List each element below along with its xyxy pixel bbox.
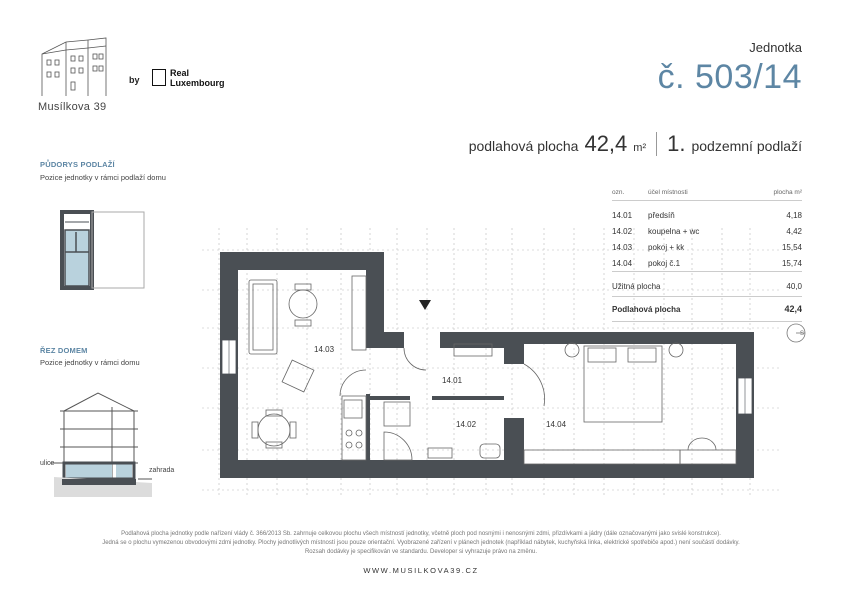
project-name: Musílkova 39 <box>38 101 107 113</box>
section-subtitle: Pozice jednotky v rámci domu <box>40 358 140 367</box>
row-purpose: předsíň <box>648 210 675 220</box>
usable-value: 40,0 <box>786 281 802 291</box>
website-link[interactable]: WWW.MUSILKOVA39.CZ <box>363 566 479 575</box>
row-code: 14.03 <box>612 242 633 252</box>
floor-plan-subtitle: Pozice jednotky v rámci podlaží domu <box>40 173 166 182</box>
legal-note <box>0 530 842 557</box>
area-unit: m² <box>633 142 647 154</box>
divider <box>656 132 657 156</box>
unit-label: Jednotka <box>749 40 802 55</box>
floor-plan <box>192 228 782 500</box>
floor-area-label: Podlahová plocha <box>612 304 681 314</box>
legal-line2: Jedná se o plochu vymezenou obvodovými zdmi jednotky. Plochy jednotlivých místností jsou pouze orientační. Vyobrazené zařízení v plánech jednotek (například nábytek, kuchyňská linka, elektrické spotřebiče apod.) není součástí dodávky. <box>102 540 740 546</box>
section-title: ŘEZ DOMEM <box>40 346 88 355</box>
row-code: 14.02 <box>612 226 633 236</box>
col-area: plocha m² <box>747 184 802 201</box>
unit-number: č. 503/14 <box>657 58 802 96</box>
room-label-14-03: 14.03 <box>314 345 335 354</box>
row-area: 15,54 <box>781 242 802 252</box>
table-header <box>612 184 802 201</box>
garden-label: zahrada <box>149 467 175 474</box>
legal-line3: Rozsah dodávky je specifikován ve standardu. Developer si vyhrazuje právo na změnu. <box>304 549 538 555</box>
floor-number: 1. <box>667 131 686 156</box>
area-summary <box>469 131 802 157</box>
row-code: 14.04 <box>612 258 633 268</box>
area-label: podlahová plocha <box>468 138 579 154</box>
building-section-diagram <box>40 385 180 500</box>
row-area: 4,42 <box>786 226 802 236</box>
row-area: 4,18 <box>786 210 802 220</box>
usable-label: Užitná plocha <box>612 281 661 291</box>
area-value: 42,4 <box>584 131 628 156</box>
row-area: 15,74 <box>781 258 802 268</box>
north-label: S <box>800 331 805 337</box>
row-purpose: koupelna + wc <box>648 226 700 236</box>
floor-plan-title: PŮDORYS PODLAŽÍ <box>40 160 115 169</box>
room-label-14-02: 14.02 <box>456 420 477 429</box>
table-row <box>612 207 802 223</box>
col-code: ozn. <box>612 184 648 201</box>
col-purpose: účel místnosti <box>648 184 747 201</box>
partner-line2: Luxembourg <box>170 78 225 88</box>
floor-position-plan <box>60 210 150 292</box>
room-label-14-01: 14.01 <box>442 376 463 385</box>
partner-line1: Real <box>170 68 190 78</box>
row-code: 14.01 <box>612 210 633 220</box>
by-label: by <box>129 75 140 85</box>
row-purpose: pokoj č.1 <box>648 258 681 268</box>
partner-logo-icon <box>152 69 166 86</box>
partner-name <box>170 68 225 88</box>
entrance-arrow-icon <box>419 300 431 310</box>
legal-line1: Podlahová plocha jednotky podle nařízení vlády č. 366/2013 Sb. zahrnuje celkovou plochu všech místností jednotky, včetně ploch pod nosnými i nenosnými zdmi, přizdívkami a jádry (dále označovanými jako svislé konstrukce). <box>121 531 721 537</box>
row-purpose: pokoj + kk <box>648 242 685 252</box>
floor-area-value: 42,4 <box>784 304 802 314</box>
street-label: ulice <box>40 460 55 467</box>
floor-label: podzemní podlaží <box>691 138 802 154</box>
room-label-14-04: 14.04 <box>546 420 567 429</box>
building-logo-icon <box>38 36 110 100</box>
